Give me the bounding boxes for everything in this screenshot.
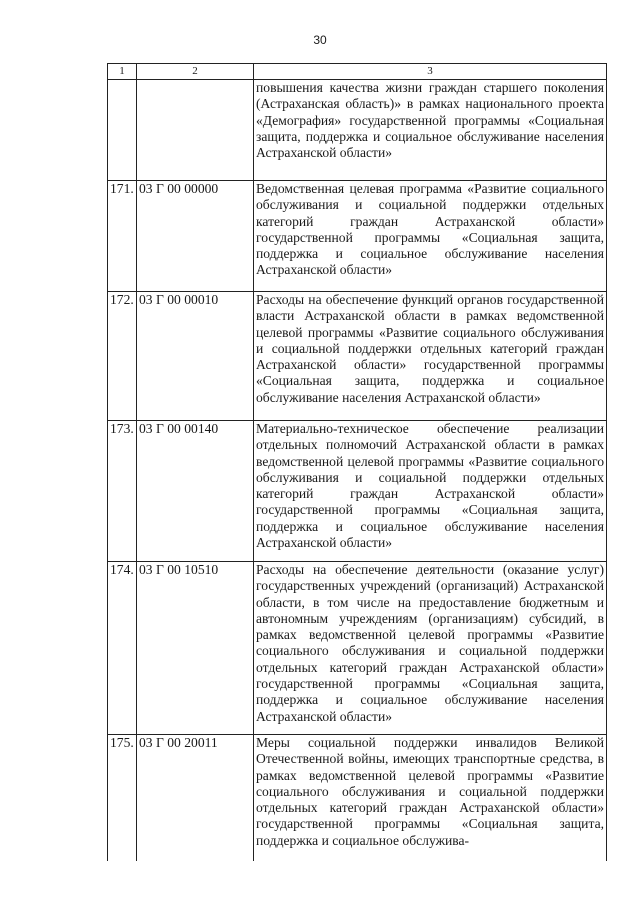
header-col-3: 3 [254, 64, 607, 80]
row-number: 171. [108, 181, 137, 292]
row-number: 174. [108, 562, 137, 735]
header-col-1: 1 [108, 64, 137, 80]
row-description: Ведомственная целевая программа «Развитие социального обслуживания и социальной поддержки отдельных категорий граждан Астраханской области» государственной программы «Социальная защита, поддержка и социальное обслуживание населения Астраханской области» [254, 181, 607, 292]
row-description: Меры социальной поддержки инвалидов Великой Отечественной войны, имеющих транспортные средства, в рамках ведомственной целевой программы «Развитие социального обслуживания и социальной поддержки отдельных категорий граждан Астраханской области» государственной программы «Социальная защита, поддержка и социальное обслужива- [254, 735, 607, 862]
row-description: Расходы на обеспечение функций органов государственной власти Астраханской области в рамках ведомственной целевой программы «Развитие социального обслуживания и социальной поддержки отдельных категорий граждан Астраханской области» государственной программы «Социальная защита, поддержка и социальное обслуживание населения Астраханской области» [254, 292, 607, 421]
row-code: 03 Г 00 10510 [137, 562, 254, 735]
table-row [108, 421, 607, 562]
row-code [137, 80, 254, 181]
row-code: 03 Г 00 20011 [137, 735, 254, 862]
header-col-2: 2 [137, 64, 254, 80]
table-header-row [108, 64, 607, 80]
row-code: 03 Г 00 00000 [137, 181, 254, 292]
row-number: 172. [108, 292, 137, 421]
table-row [108, 562, 607, 735]
row-description: Расходы на обеспечение деятельности (оказание услуг) государственных учреждений (организаций) Астраханской области, в том числе на предоставление бюджетным и автономным учреждениям (организациям) субсидий, в рамках ведомственной целевой программы «Развитие социального обслуживания и социальной поддержки отдельных категорий граждан Астраханской области» государственной программы «Социальная защита, поддержка и социальное обслуживание населения Астраханской области» [254, 562, 607, 735]
table-row-continuation [108, 80, 607, 181]
table-row [108, 735, 607, 862]
page-number: 30 [313, 33, 327, 47]
row-description: Материально-техническое обеспечение реализации отдельных полномочий Астраханской области в рамках ведомственной целевой программы «Развитие социального обслуживания и социальной поддержки отдельных категорий граждан Астраханской области» государственной программы «Социальная защита, поддержка и социальное обслуживание населения Астраханской области» [254, 421, 607, 562]
row-code: 03 Г 00 00010 [137, 292, 254, 421]
table-row [108, 292, 607, 421]
row-description: повышения качества жизни граждан старшего поколения (Астраханская область)» в рамках национального проекта «Демография» государственной программы «Социальная защита, поддержка и социальное обслуживание населения Астраханской области» [254, 80, 607, 181]
row-code: 03 Г 00 00140 [137, 421, 254, 562]
budget-classification-table [107, 63, 607, 861]
row-number [108, 80, 137, 181]
row-number: 175. [108, 735, 137, 862]
table-row [108, 181, 607, 292]
row-number: 173. [108, 421, 137, 562]
